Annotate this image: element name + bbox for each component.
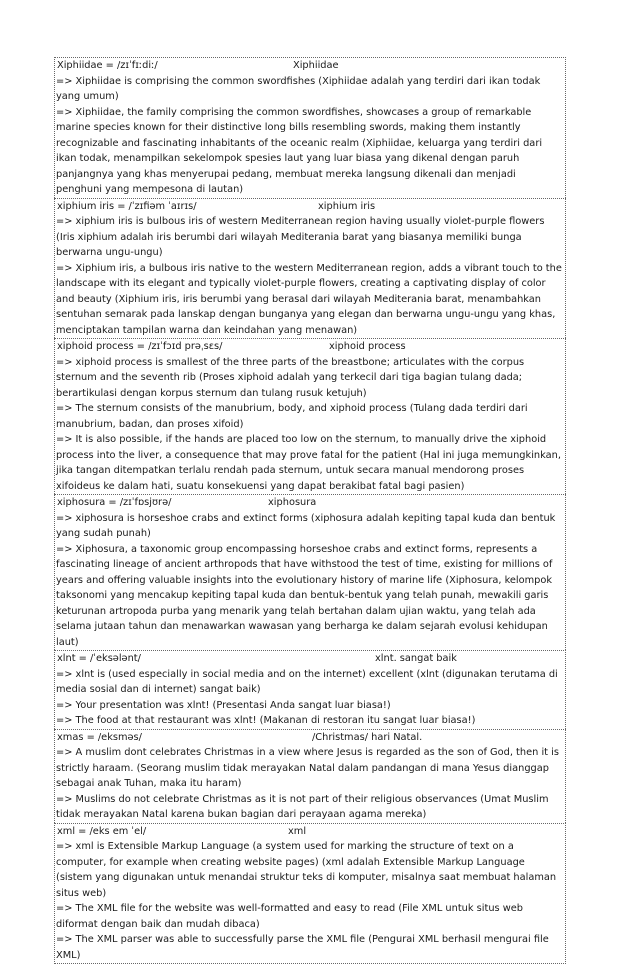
entry-gloss: xlnt. sangat baik	[375, 651, 457, 667]
entry-gloss: xiphium iris	[318, 199, 375, 215]
entry-term: xiphosura = /zɪˈfɒsjʊrə/	[57, 495, 171, 511]
entry-header	[56, 495, 564, 511]
entry-xlnt	[54, 650, 566, 729]
dictionary-page	[54, 57, 566, 964]
entry-line: => xiphosura is horseshoe crabs and extinct forms (xiphosura adalah kepiting tapal kuda dan bentuk yang sudah punah)	[56, 511, 564, 542]
entry-line: => The XML parser was able to successfully parse the XML file (Pengurai XML berhasil mengurai file XML)	[56, 932, 564, 963]
entry-xml	[54, 823, 566, 964]
entry-term: xml = /eks em ˈel/	[57, 824, 146, 840]
entry-line: => The food at that restaurant was xlnt! (Makanan di restoran itu sangat luar biasa!)	[56, 713, 564, 729]
entry-xmas	[54, 729, 566, 823]
entry-term: xmas = /eksməs/	[57, 730, 142, 746]
entry-xiphoid-process	[54, 338, 566, 494]
entry-term: xlnt = /ˈeksələnt/	[57, 651, 141, 667]
entry-xiphiidae	[54, 57, 566, 198]
entry-xiphium-iris	[54, 198, 566, 339]
entry-line: => Muslims do not celebrate Christmas as it is not part of their religious observances (Umat Muslim tidak merayakan Natal karena bukan bagian dari perayaan agama mereka)	[56, 792, 564, 823]
entry-line: => Xiphosura, a taxonomic group encompassing horseshoe crabs and extinct forms, represents a fascinating lineage of ancient arthropods that have withstood the test of time, existing for millions of years and offering valuable insights into the evolutionary history of marine life (Xiphosura, kelompok taksonomi yang mencakup kepiting tapal kuda dan bentuk-bentuk yang telah punah, mewakili garis keturunan artropoda purba yang menarik yang telah bertahan dalam ujian waktu, yang telah ada selama jutaan tahun dan menawarkan wawasan yang berharga ke dalam sejarah evolusi kehidupan laut)	[56, 542, 564, 651]
entry-line: => Xiphiidae is comprising the common swordfishes (Xiphiidae adalah yang terdiri dari ikan todak yang umum)	[56, 74, 564, 105]
entry-gloss: xiphoid process	[329, 339, 406, 355]
entry-line: => xiphium iris is bulbous iris of western Mediterranean region having usually violet-purple flowers (Iris xiphium adalah iris berumbi dari wilayah Mediterania barat yang biasanya memiliki bunga berwarna ungu-ungu)	[56, 214, 564, 261]
entry-line: => Xiphiidae, the family comprising the common swordfishes, showcases a group of remarkable marine species known for their distinctive long bills resembling swords, making them instantly recognizable and fascinating inhabitants of the oceanic realm (Xiphiidae, keluarga yang terdiri dari ikan todak, menampilkan sekelompok spesies laut yang luar biasa yang dikenal dengan paruh panjangnya yang khas menyerupai pedang, membuat mereka langsung dikenali dan menjadi penghuni yang mempesona di lautan)	[56, 105, 564, 198]
entry-line: => xlnt is (used especially in social media and on the internet) excellent (xlnt (digunakan terutama di media sosial dan di internet) sangat baik)	[56, 667, 564, 698]
entry-line: => The XML file for the website was well-formatted and easy to read (File XML untuk situs web diformat dengan baik dan mudah dibaca)	[56, 901, 564, 932]
entry-header	[56, 730, 564, 746]
entry-line: => A muslim dont celebrates Christmas in a view where Jesus is regarded as the son of God, then it is strictly haraam. (Seorang muslim tidak merayakan Natal dalam pandangan di mana Yesus dianggap sebagai anak Tuhan, maka itu haram)	[56, 745, 564, 792]
entry-gloss: /Christmas/ hari Natal.	[312, 730, 422, 746]
entry-term: Xiphiidae = /zɪˈfɪːdiː/	[57, 58, 158, 74]
entry-line: => It is also possible, if the hands are placed too low on the sternum, to manually drive the xiphoid process into the liver, a consequence that may prove fatal for the patient (Hal ini juga memungkinkan, jika tangan ditempatkan terlalu rendah pada sternum, untuk secara manual mendorong proses xifoideus ke dalam hati, suatu konsekuensi yang dapat berakibat fatal bagi pasien)	[56, 432, 564, 494]
entry-header	[56, 339, 564, 355]
entry-xiphosura	[54, 494, 566, 650]
entry-term: xiphoid process = /zɪˈfɔɪd prəˌsɛs/	[57, 339, 222, 355]
entry-header	[56, 58, 564, 74]
entry-gloss: xiphosura	[268, 495, 316, 511]
entry-line: => The sternum consists of the manubrium, body, and xiphoid process (Tulang dada terdiri dari manubrium, badan, dan proses xifoid)	[56, 401, 564, 432]
entry-line: => xml is Extensible Markup Language (a system used for marking the structure of text on a computer, for example when creating website pages) (xml adalah Extensible Markup Language (sistem yang digunakan untuk menandai struktur teks di komputer, misalnya saat membuat halaman situs web)	[56, 839, 564, 901]
entry-header	[56, 824, 564, 840]
entry-term: xiphium iris = /ˈzɪfiəm ˈaɪrɪs/	[57, 199, 197, 215]
entry-line: => xiphoid process is smallest of the three parts of the breastbone; articulates with the corpus sternum and the seventh rib (Proses xiphoid adalah yang terkecil dari tiga bagian tulang dada; berartikulasi dengan korpus sternum dan tulang rusuk ketujuh)	[56, 355, 564, 402]
entry-gloss: xml	[288, 824, 306, 840]
entry-gloss: Xiphiidae	[293, 58, 339, 74]
entry-header	[56, 651, 564, 667]
entry-line: => Xiphium iris, a bulbous iris native to the western Mediterranean region, adds a vibrant touch to the landscape with its elegant and typically violet-purple flowers, creating a captivating display of color and beauty (Xiphium iris, iris berumbi yang berasal dari wilayah Mediterania barat, menambahkan sentuhan semarak pada lanskap dengan bunganya yang elegan dan berwarna ungu-ungu yang khas, menciptakan tampilan warna dan keindahan yang menawan)	[56, 261, 564, 339]
entry-line: => Your presentation was xlnt! (Presentasi Anda sangat luar biasa!)	[56, 698, 564, 714]
entry-header	[56, 199, 564, 215]
